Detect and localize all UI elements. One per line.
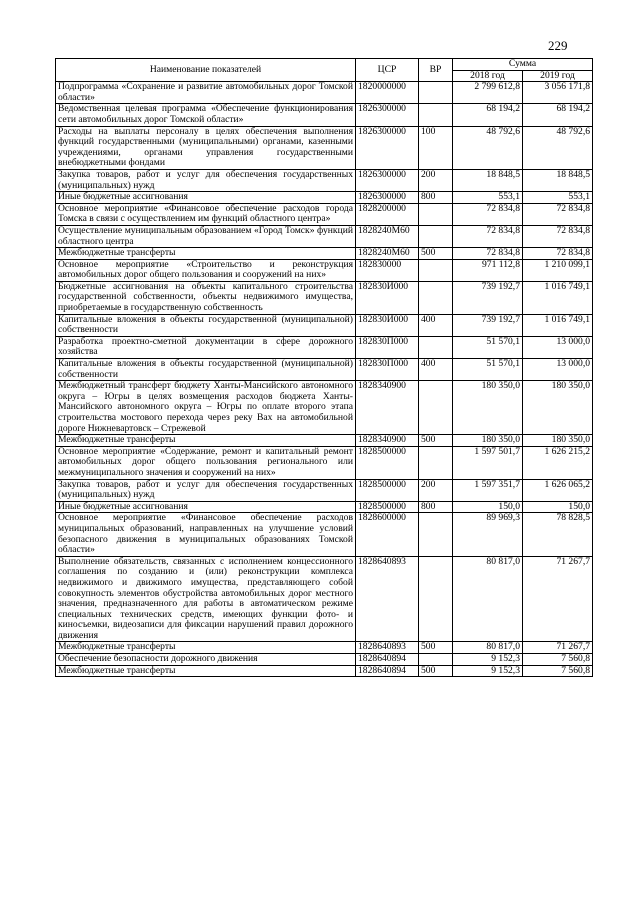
row-name: Межбюджетные трансферты: [56, 248, 356, 260]
table-row: [56, 248, 593, 260]
header-vr: ВР: [419, 59, 453, 82]
row-name: Межбюджетные трансферты: [56, 665, 356, 677]
row-csr-code: 182830И000: [356, 314, 419, 336]
row-name: Основное мероприятие «Строительство и реконструкция автомобильных дорог общего пользования и сооружений на них»: [56, 259, 356, 281]
row-amount-2019: 78 828,5: [523, 513, 593, 556]
row-csr-code: 1828340900: [356, 435, 419, 447]
row-csr-code: 1828240М60: [356, 225, 419, 247]
row-amount-2019: 180 350,0: [523, 381, 593, 435]
table-row: [56, 381, 593, 435]
row-vr-code: 200: [419, 169, 453, 191]
table-row: [56, 336, 593, 358]
row-amount-2018: 1 597 501,7: [453, 446, 523, 479]
row-name: Основное мероприятие «Финансовое обеспечение расходов города Томска в связи с осуществлением им функций областного центра»: [56, 203, 356, 225]
row-csr-code: 1828340900: [356, 381, 419, 435]
row-name: Основное мероприятие «Содержание, ремонт и капитальный ремонт автомобильных дорог общего пользования регионального или межмуниципального значения и сооружений на них»: [56, 446, 356, 479]
row-name: Выполнение обязательств, связанных с исполнением концессионного соглашения по созданию и (или) реконструкции комплекса недвижимого и движимого имущества, представляющего собой совокупность элементов обустройства автомобильных дорог местного значения, предназначенного для работы в автоматическом режиме специальных технических средств, имеющих функции фото- и киносъемки, видеозаписи для фиксации нарушений правил дорожного движения: [56, 556, 356, 642]
table-row: [56, 82, 593, 104]
row-vr-code: 500: [419, 665, 453, 677]
row-vr-code: 500: [419, 248, 453, 260]
table-row: [56, 479, 593, 501]
row-amount-2018: 180 350,0: [453, 381, 523, 435]
row-name: Межбюджетные трансферты: [56, 435, 356, 447]
row-amount-2018: 80 817,0: [453, 556, 523, 642]
row-amount-2018: 971 112,8: [453, 259, 523, 281]
row-amount-2018: 18 848,5: [453, 169, 523, 191]
row-name: Иные бюджетные ассигнования: [56, 192, 356, 204]
row-name: Межбюджетные трансферты: [56, 642, 356, 654]
table-row: [56, 446, 593, 479]
row-vr-code: 500: [419, 435, 453, 447]
row-csr-code: 182830П000: [356, 359, 419, 381]
table-row: [56, 225, 593, 247]
header-year-2018: 2018 год: [453, 70, 523, 82]
row-name: Осуществление муниципальным образованием «Город Томск» функций областного центра: [56, 225, 356, 247]
row-amount-2019: 1 626 215,2: [523, 446, 593, 479]
row-csr-code: 1828640893: [356, 642, 419, 654]
row-name: Бюджетные ассигнования на объекты капитального строительства государственной собственности, объекты недвижимого имущества, приобретаемые в государственную собственность: [56, 281, 356, 314]
table-row: [56, 654, 593, 666]
row-amount-2019: 150,0: [523, 501, 593, 513]
row-csr-code: 1828600000: [356, 513, 419, 556]
row-amount-2018: 51 570,1: [453, 359, 523, 381]
row-amount-2019: 71 267,7: [523, 642, 593, 654]
row-vr-code: 400: [419, 314, 453, 336]
row-name: Межбюджетный трансферт бюджету Ханты-Мансийского автономного округа – Югры в целях возмещения расходов бюджета Ханты-Мансийского автономного округа – Югры по оплате второго этапа строительства мостового перехода через реку Вах на автомобильной дороге Нижневартовск – Стрежевой: [56, 381, 356, 435]
row-name: Иные бюджетные ассигнования: [56, 501, 356, 513]
row-amount-2019: 7 560,8: [523, 665, 593, 677]
row-vr-code: [419, 513, 453, 556]
header-year-2019: 2019 год: [523, 70, 593, 82]
row-amount-2018: 80 817,0: [453, 642, 523, 654]
row-csr-code: 1826300000: [356, 169, 419, 191]
row-vr-code: 400: [419, 359, 453, 381]
table-row: [56, 314, 593, 336]
row-vr-code: 800: [419, 501, 453, 513]
row-csr-code: 1828200000: [356, 203, 419, 225]
row-csr-code: 1828640894: [356, 665, 419, 677]
row-amount-2019: 68 194,2: [523, 104, 593, 126]
row-name: Подпрограмма «Сохранение и развитие автомобильных дорог Томской области»: [56, 82, 356, 104]
row-amount-2019: 1 210 099,1: [523, 259, 593, 281]
row-amount-2018: 72 834,8: [453, 203, 523, 225]
table-row: [56, 281, 593, 314]
row-amount-2019: 1 016 749,1: [523, 281, 593, 314]
row-csr-code: 182830И000: [356, 281, 419, 314]
row-amount-2019: 180 350,0: [523, 435, 593, 447]
header-name: Наименование показателей: [56, 59, 356, 82]
row-csr-code: 1828500000: [356, 479, 419, 501]
row-name: Закупка товаров, работ и услуг для обеспечения государственных (муниципальных) нужд: [56, 169, 356, 191]
row-name: Закупка товаров, работ и услуг для обеспечения государственных (муниципальных) нужд: [56, 479, 356, 501]
row-csr-code: 182830000: [356, 259, 419, 281]
row-csr-code: 1828240М60: [356, 248, 419, 260]
row-amount-2018: 553,1: [453, 192, 523, 204]
row-amount-2018: 9 152,3: [453, 654, 523, 666]
row-vr-code: [419, 446, 453, 479]
table-row: [56, 556, 593, 642]
row-vr-code: [419, 654, 453, 666]
table-row: [56, 513, 593, 556]
row-amount-2019: 1 016 749,1: [523, 314, 593, 336]
row-amount-2018: 72 834,8: [453, 225, 523, 247]
row-amount-2018: 9 152,3: [453, 665, 523, 677]
row-amount-2019: 13 000,0: [523, 336, 593, 358]
row-name: Ведомственная целевая программа «Обеспечение функционирования сети автомобильных дорог Томской области»: [56, 104, 356, 126]
row-vr-code: [419, 381, 453, 435]
row-vr-code: 100: [419, 126, 453, 169]
row-amount-2018: 89 969,3: [453, 513, 523, 556]
row-amount-2019: 72 834,8: [523, 248, 593, 260]
row-vr-code: [419, 336, 453, 358]
row-csr-code: 1826300000: [356, 126, 419, 169]
row-amount-2019: 3 056 171,8: [523, 82, 593, 104]
row-amount-2018: 739 192,7: [453, 281, 523, 314]
row-amount-2019: 7 560,8: [523, 654, 593, 666]
row-vr-code: [419, 281, 453, 314]
row-vr-code: [419, 225, 453, 247]
row-name: Капитальные вложения в объекты государственной (муниципальной) собственности: [56, 314, 356, 336]
table-row: [56, 192, 593, 204]
row-amount-2018: 180 350,0: [453, 435, 523, 447]
table-row: [56, 169, 593, 191]
row-amount-2019: 553,1: [523, 192, 593, 204]
table-body: [56, 82, 593, 677]
row-vr-code: [419, 259, 453, 281]
table-row: [56, 203, 593, 225]
row-amount-2018: 48 792,6: [453, 126, 523, 169]
row-csr-code: 1828640894: [356, 654, 419, 666]
table-row: [56, 126, 593, 169]
row-vr-code: [419, 104, 453, 126]
row-amount-2019: 71 267,7: [523, 556, 593, 642]
row-amount-2019: 72 834,8: [523, 225, 593, 247]
row-vr-code: [419, 556, 453, 642]
page-number: 229: [548, 38, 568, 53]
table-row: [56, 259, 593, 281]
row-csr-code: 1826300000: [356, 192, 419, 204]
row-amount-2019: 1 626 065,2: [523, 479, 593, 501]
row-name: Расходы на выплаты персоналу в целях обеспечения выполнения функций государственными (муниципальными) органами, казенными учреждениями, органами управления государственными внебюджетными фондами: [56, 126, 356, 169]
row-name: Разработка проектно-сметной документации в сфере дорожного хозяйства: [56, 336, 356, 358]
row-vr-code: 200: [419, 479, 453, 501]
row-name: Основное мероприятие «Финансовое обеспечение расходов муниципальных образований, направленных на улучшение условий безопасного движения в муниципальных образованиях Томской области»: [56, 513, 356, 556]
row-amount-2018: 1 597 351,7: [453, 479, 523, 501]
row-amount-2019: 18 848,5: [523, 169, 593, 191]
row-vr-code: [419, 82, 453, 104]
table-row: [56, 435, 593, 447]
row-csr-code: 1828500000: [356, 446, 419, 479]
table-row: [56, 665, 593, 677]
header-sum: Сумма: [453, 59, 593, 71]
row-name: Капитальные вложения в объекты государственной (муниципальной) собственности: [56, 359, 356, 381]
row-vr-code: [419, 203, 453, 225]
row-csr-code: 1828640893: [356, 556, 419, 642]
row-csr-code: 182830П000: [356, 336, 419, 358]
row-amount-2019: 48 792,6: [523, 126, 593, 169]
header-csr: ЦСР: [356, 59, 419, 82]
row-name: Обеспечение безопасности дорожного движения: [56, 654, 356, 666]
row-amount-2018: 72 834,8: [453, 248, 523, 260]
row-amount-2018: 68 194,2: [453, 104, 523, 126]
row-csr-code: 1826300000: [356, 104, 419, 126]
row-csr-code: 1820000000: [356, 82, 419, 104]
table-header: [56, 59, 593, 82]
row-amount-2019: 13 000,0: [523, 359, 593, 381]
table-row: [56, 501, 593, 513]
row-vr-code: 500: [419, 642, 453, 654]
row-amount-2018: 150,0: [453, 501, 523, 513]
row-csr-code: 1828500000: [356, 501, 419, 513]
table-row: [56, 104, 593, 126]
row-amount-2018: 2 799 612,8: [453, 82, 523, 104]
row-amount-2018: 739 192,7: [453, 314, 523, 336]
row-vr-code: 800: [419, 192, 453, 204]
table-row: [56, 359, 593, 381]
table-row: [56, 642, 593, 654]
row-amount-2019: 72 834,8: [523, 203, 593, 225]
budget-table: [55, 58, 593, 677]
row-amount-2018: 51 570,1: [453, 336, 523, 358]
